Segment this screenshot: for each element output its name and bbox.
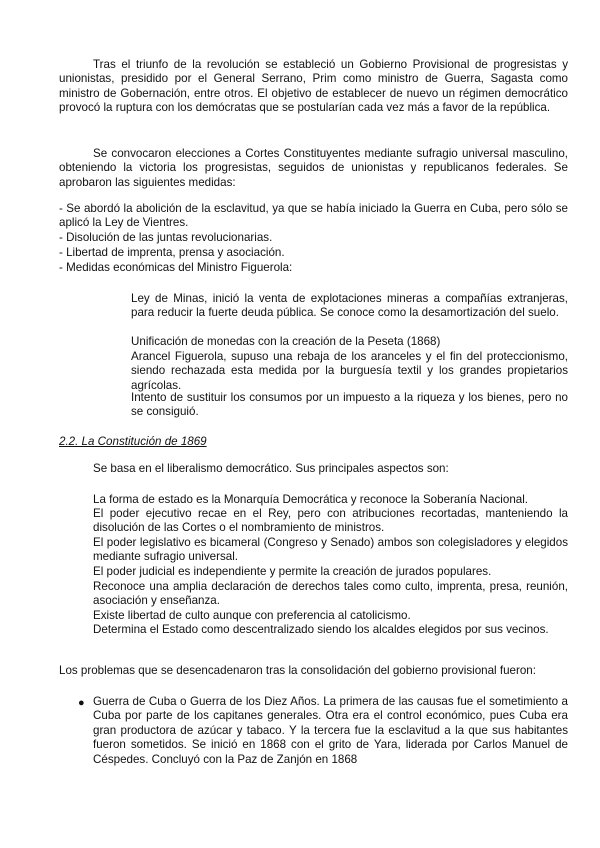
constitution-intro: Se basa en el liberalismo democrático. Sus principales aspectos son: — [93, 462, 449, 475]
measure-item-juntas: - Disolución de las juntas revolucionarias. — [59, 231, 273, 244]
aspect-item-state: La forma de estado es la Monarquía Democrática y reconoce la Soberanía Nacional. — [93, 493, 529, 506]
aspect-item-rights: Reconoce una amplia declaración de derechos tales como culto, imprenta, presa, reunión, asociación y enseñanza. — [93, 580, 568, 608]
measure-item-economic: - Medidas económicas del Ministro Figuerola: — [59, 261, 293, 274]
aspect-item-religion: Existe libertad de culto aunque con preferencia al catolicismo. — [93, 609, 411, 622]
economic-item-peseta: Unificación de monedas con la creación de la Peseta (1868) — [131, 335, 441, 348]
aspect-item-legislative: El poder legislativo es bicameral (Congreso y Senado) ambos son colegisladores y elegidos mediante sufragio universal. — [93, 536, 568, 564]
measure-item-press: - Libertad de imprenta, prensa y asociación. — [59, 246, 285, 259]
aspect-item-executive: El poder ejecutivo recae en el Rey, pero con atribuciones recortadas, manteniendo la disolución de las Cortes o el nombramiento de ministros. — [93, 507, 568, 535]
measure-item-slavery: - Se abordó la abolición de la esclavitud, ya que se había iniciado la Guerra en Cuba, pero sólo se aplicó la Ley de Vientres. — [59, 202, 568, 230]
economic-item-tariff: Arancel Figuerola, supuso una rebaja de los aranceles y el fin del proteccionismo, siendo rechazada esta medida por la burguesía textil y los grandes propietarios agrícolas. — [131, 350, 568, 392]
aspect-item-judicial: El poder judicial es independiente y permite la creación de jurados populares. — [93, 565, 492, 578]
economic-item-mines: Ley de Minas, inició la venta de explotaciones mineras a compañías extranjeras, para reducir la fuerte deuda pública. Se conoce como la desamortización del suelo. — [131, 292, 568, 320]
problems-intro: Los problemas que se desencadenaron tras la consolidación del gobierno provisional fueron: — [59, 664, 536, 677]
aspect-item-decentralized: Determina el Estado como descentralizado siendo los alcaldes elegidos por sus vecinos. — [93, 623, 549, 636]
paragraph-elections: Se convocaron elecciones a Cortes Constituyentes mediante sufragio universal masculino, obteniendo la victoria los progresistas, seguidos de unionistas y republicanos federales. Se aprobaron las siguientes medidas: — [59, 147, 568, 189]
paragraph-provisional-government: Tras el triunfo de la revolución se estableció un Gobierno Provisional de progresistas y unionistas, presidido por el General Serrano, Prim como ministro de Guerra, Sagasta como ministro de Gobernación, entre otros. El objetivo de establecer de nuevo un régimen democrático provocó la ruptura con los demócratas que se postularían cada vez más a favor de la república. — [59, 58, 568, 115]
economic-item-tax: Intento de sustituir los consumos por un impuesto a la riqueza y los bienes, pero no se consiguió. — [131, 391, 568, 419]
section-heading: 2.2. La Constitución de 1869 — [59, 435, 207, 448]
problem-item-cuba: Guerra de Cuba o Guerra de los Diez Años. La primera de las causas fue el sometimiento a Cuba por parte de los capitanes generales. Otra era el control económico, pues Cuba era gran productora de azúcar y tabaco. Y la tercera fue la esclavitud a la que sus habitantes fueron sometidos. Se inició en 1868 con el grito de Yara, liderada por Carlos Manuel de Céspedes. Concluyó con la Paz de Zanjón en 1868 — [93, 695, 568, 766]
bullet-icon: ● — [78, 697, 85, 709]
